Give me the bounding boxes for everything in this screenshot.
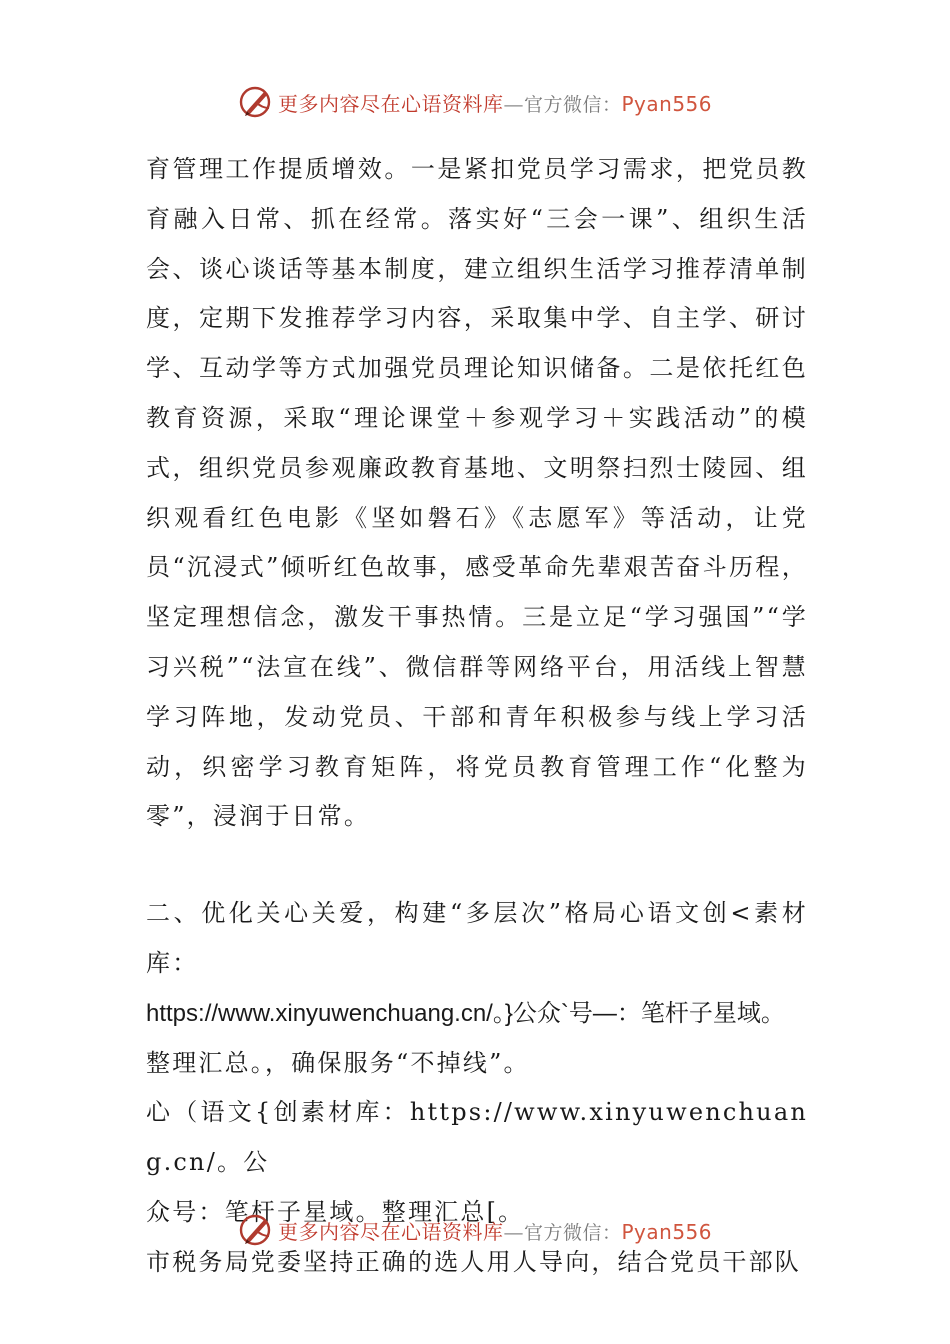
body-paragraph: 育管理工作提质增效。一是紧扣党员学习需求，把党员教育融入日常、抓在经常。落实好“三会一课”、组织生活会、谈心谈话等基本制度，建立组织生活学习推荐清单制度，定期下发推荐学习内容，采取集中学、自主学、研讨学、互动学等方式加强党员理论知识储备。二是依托红色教育资源，采取“理论课堂＋参观学习＋实践活动”的模式，组织党员参观廉政教育基地、文明祭扫烈士陵园、组织观看红色电影《坚如磐石》《志愿军》等活动，让党员“沉浸式”倾听红色故事，感受革命先辈艰苦奋斗历程，坚定理想信念，激发干事热情。三是立足“学习强国”“学习兴税”“法宣在线”、微信群等网络平台，用活线上智慧学习阵地，发动党员、干部和青年积极参与线上学习活动，织密学习教育矩阵，将党员教育管理工作“化整为零”，浸润于日常。 (146, 155, 808, 831)
section-heading-line-1: 二、优化关心关爱，构建“多层次”格局心语文创<素材库： (146, 899, 808, 977)
header-dash: — (503, 91, 524, 116)
footer-banner-text (278, 1216, 712, 1245)
footer-brand: 更多内容尽在心语资料库 (277, 1219, 504, 1244)
body-last-line: 市税务局党委坚持正确的选人用人导向，结合党员干部队 (146, 1247, 801, 1276)
header-official-label: 官方微信： (523, 93, 622, 116)
header-brand: 更多内容尽在心语资料库 (277, 91, 504, 116)
paragraph-gap (146, 842, 808, 889)
header-banner-text (278, 88, 712, 117)
document-body (146, 145, 808, 1288)
pen-logo-icon (238, 1212, 274, 1248)
pen-logo-icon (238, 84, 274, 120)
footer-banner (0, 1210, 950, 1250)
section-heading-line-2: https://www.xinyuwenchuang.cn/。}公众`号—：笔杆子星域。 (146, 999, 785, 1027)
header-banner (0, 82, 950, 122)
footer-dash: — (503, 1219, 524, 1244)
inserted-note-line-1: 心（语文{创素材库：https://www.xinyuwenchuang.cn/。公 (146, 1098, 808, 1177)
footer-official-label: 官方微信： (523, 1221, 622, 1244)
inserted-note-line-2: 众号：笔杆子星域。整理汇总[。 (146, 1197, 525, 1226)
footer-wechat-id: Pyan556 (621, 1219, 713, 1244)
section-heading-line-3: 整理汇总。，确保服务“不掉线”。 (146, 1048, 530, 1077)
header-wechat-id: Pyan556 (621, 91, 713, 116)
